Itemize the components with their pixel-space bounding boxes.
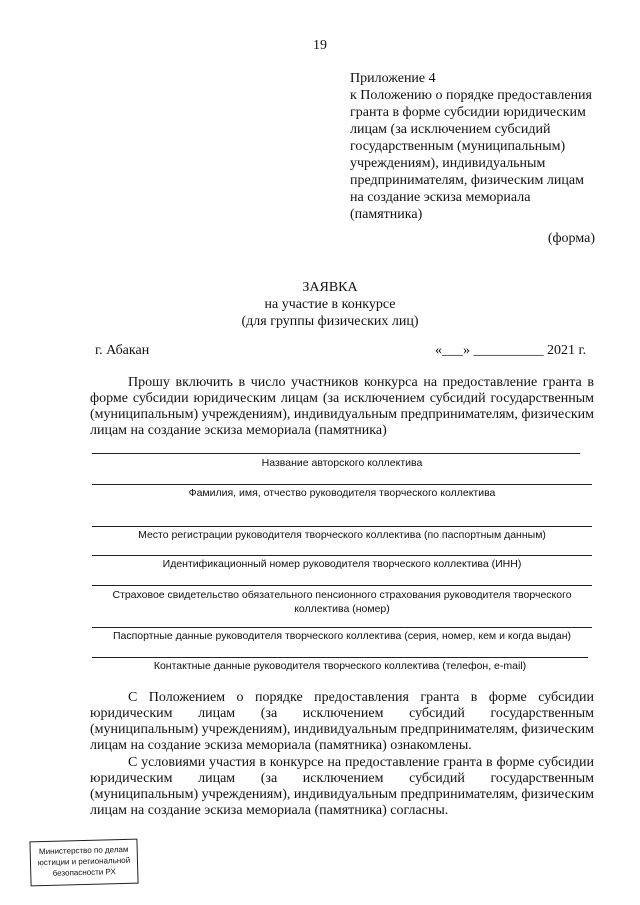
appendix-line: (памятника): [350, 207, 423, 222]
field-line: [92, 555, 592, 556]
application-subtitle: на участие в конкурсе: [264, 297, 396, 312]
appendix-line: на создание эскиза мемориала: [350, 190, 531, 205]
field-caption: Идентификационный номер руководителя творческого коллектива (ИНН): [162, 558, 522, 570]
field-caption: Название авторского коллектива: [261, 457, 423, 469]
stamp-line: безопасности РХ: [52, 867, 116, 878]
agree-paragraph: С условиями участия в конкурсе на предоставление гранта в форме субсидии юридическим лицам (за исключением субсидий государственным (муниципальным) учреждениям), индивидуальным предпринимателям, физическим лицам на создание эскиза мемориала (памятника) согласны.: [90, 755, 594, 818]
application-title: ЗАЯВКА: [302, 280, 358, 295]
field-line: [92, 627, 592, 628]
appendix-title: Приложение 4: [350, 71, 436, 86]
application-group-note: (для группы физических лиц): [241, 314, 419, 329]
form-label: (форма): [547, 231, 595, 246]
field-caption: Паспортные данные руководителя творческого коллектива (серия, номер, кем и когда выдан): [112, 630, 572, 642]
field-line: [92, 484, 592, 485]
appendix-line: предпринимателям, физическим лицам: [350, 173, 584, 188]
field-line: [92, 585, 592, 586]
appendix-line: учреждениям), индивидуальным: [350, 156, 546, 171]
field-line: [92, 453, 580, 454]
field-caption: Страховое свидетельство обязательного пенсионного страхования руководителя творческого коллектива (номер): [112, 589, 572, 615]
request-paragraph: Прошу включить в число участников конкурса на предоставление гранта в форме субсидии юридическим лицам (за исключением субсидий государственным (муниципальным) учреждениям), индивидуальным предпринимателям, физическим лицам на создание эскиза мемориала (памятника): [90, 375, 594, 438]
appendix-line: к Положению о порядке предоставления: [350, 88, 592, 103]
city: г. Абакан: [95, 343, 150, 358]
page-number: 19: [313, 38, 327, 53]
stamp-line: юстиции и региональной: [37, 855, 131, 868]
field-line: [92, 657, 588, 658]
acquainted-paragraph: С Положением о порядке предоставления гранта в форме субсидии юридическим лицам (за исключением субсидий государственным (муниципальным) учреждениям), индивидуальным предпринимателям, физическим лицам на создание эскиза мемориала (памятника) ознакомлены.: [90, 690, 594, 753]
appendix-line: государственным (муниципальным): [350, 139, 566, 154]
appendix-block: [350, 70, 620, 223]
field-caption: Фамилия, имя, отчество руководителя творческого коллектива: [188, 487, 496, 499]
stamp-line: Министерство по делам: [38, 844, 129, 857]
field-caption: Контактные данные руководителя творческого коллектива (телефон, e-mail): [153, 660, 527, 672]
field-caption: Место регистрации руководителя творческого коллектива (по паспортным данным): [138, 529, 546, 541]
appendix-line: лицам (за исключением субсидий: [350, 122, 551, 137]
appendix-line: гранта в форме субсидии юридическим: [350, 105, 586, 120]
field-line: [92, 526, 592, 527]
ministry-stamp: [29, 839, 138, 887]
date-field: «___» __________ 2021 г.: [435, 343, 587, 358]
